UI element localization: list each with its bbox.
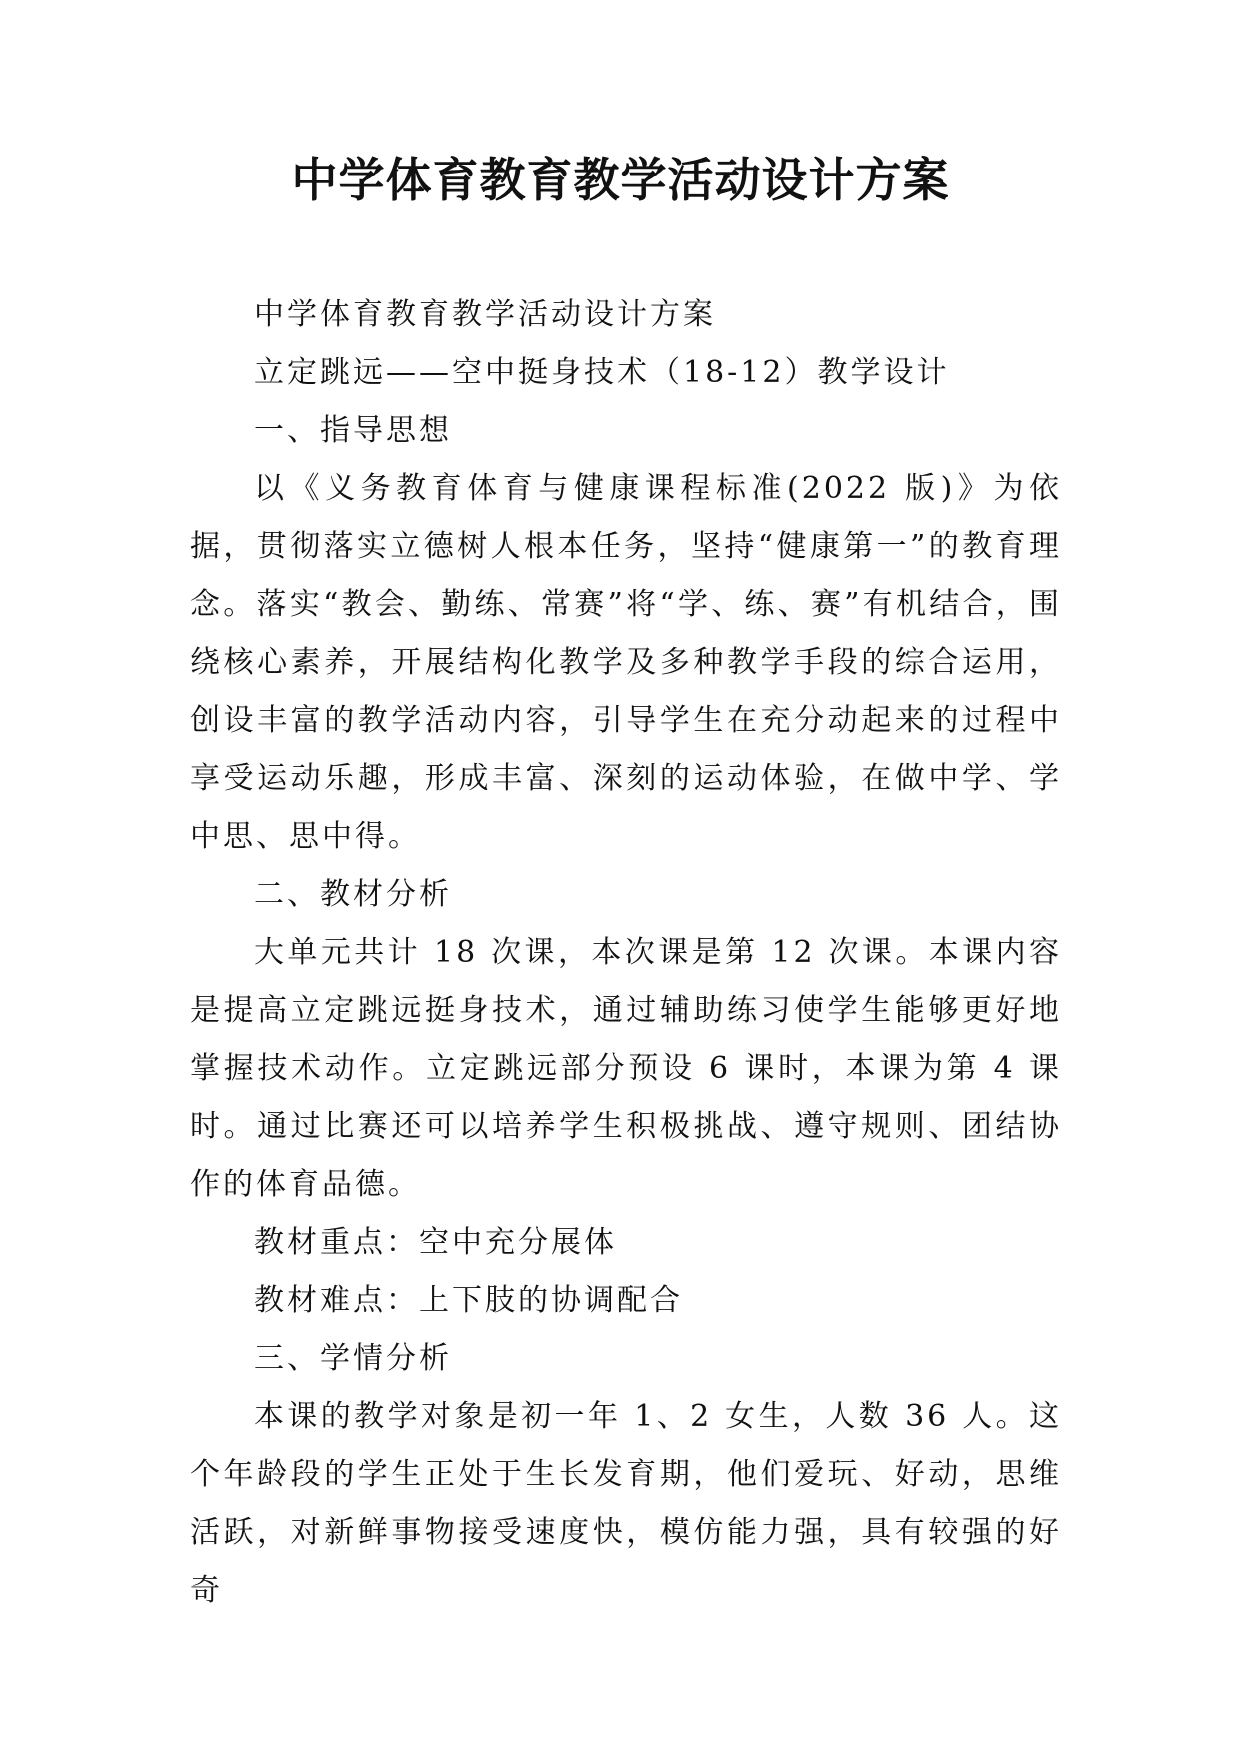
paragraph-difficulty: 教材难点：上下肢的协调配合 — [254, 1283, 683, 1318]
document-body — [190, 286, 1062, 1620]
section-heading-learner-analysis: 三、学情分析 — [254, 1341, 452, 1376]
paragraph-subtitle: 中学体育教育教学活动设计方案 — [254, 297, 716, 332]
paragraph-learner-analysis: 本课的教学对象是初一年 1、2 女生，人数 36 人。这个年龄段的学生正处于生长发育期，他们爱玩、好动，思维活跃，对新鲜事物接受速度快，模仿能力强，具有较强的好奇 — [190, 1399, 1062, 1608]
document-title: 中学体育教育教学活动设计方案 — [291, 153, 950, 207]
section-heading-guiding-ideology: 一、指导思想 — [254, 413, 452, 448]
paragraph-guiding-ideology: 以《义务教育体育与健康课程标准(2022 版)》为依据，贯彻落实立德树人根本任务，坚持“健康第一”的教育理念。落实“教会、勤练、常赛”将“学、练、赛”有机结合，围绕核心素养，开展结构化教学及多种教学手段的综合运用，创设丰富的教学活动内容，引导学生在充分动起来的过程中享受运动乐趣，形成丰富、深刻的运动体验，在做中学、学中思、思中得。 — [190, 471, 1062, 854]
section-heading-material-analysis: 二、教材分析 — [254, 877, 452, 912]
paragraph-material-analysis: 大单元共计 18 次课，本次课是第 12 次课。本课内容是提高立定跳远挺身技术，通过辅助练习使学生能够更好地掌握技术动作。立定跳远部分预设 6 课时，本课为第 4 课时。通过比赛还可以培养学生积极挑战、遵守规则、团结协作的体育品德。 — [190, 935, 1062, 1202]
paragraph-key-point: 教材重点：空中充分展体 — [254, 1225, 617, 1260]
paragraph-lesson-title: 立定跳远——空中挺身技术（18-12）教学设计 — [254, 355, 950, 390]
